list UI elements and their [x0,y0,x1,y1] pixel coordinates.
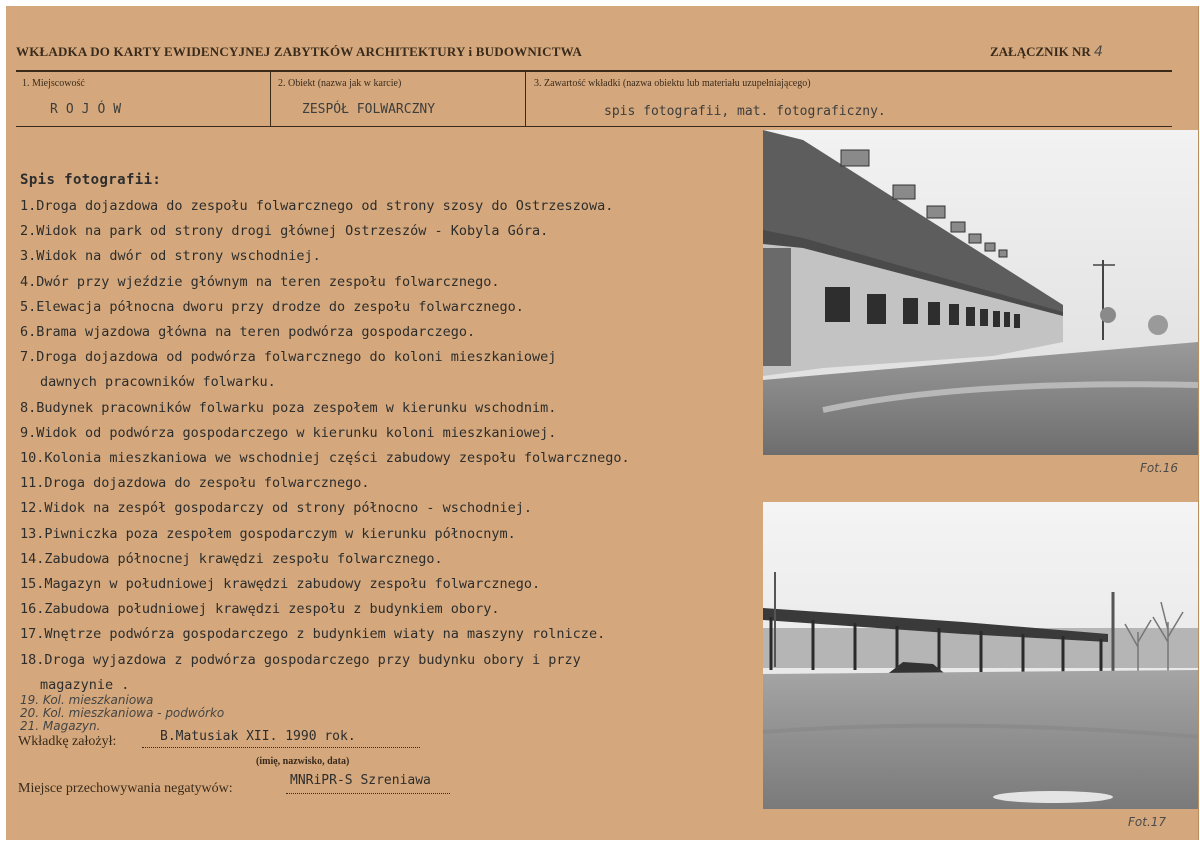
author-label: Wkładkę założył: [18,734,117,749]
attachment-number-handwritten: 4 [1094,44,1103,60]
author-value: B.Matusiak XII. 1990 rok. [160,729,356,744]
photo-list-item: 6.Brama wjazdowa główna na teren podwórza gospodarczego. [20,324,476,341]
handwritten-note: 20. Kol. mieszkaniowa - podwórko [20,706,225,720]
fields-bottom-rule [16,126,1172,127]
storage-dotted-line [286,793,450,794]
author-dotted-line [142,747,420,748]
photo-list-item: 5.Elewacja północna dworu przy drodze do zespołu folwarcznego. [20,298,524,315]
fields-divider-1 [270,72,271,127]
photo-shed-image [763,502,1198,809]
handwritten-notes [20,694,224,733]
photo-list-item: 12.Widok na zespół gospodarczy od strony północno - wschodniej. [20,500,533,517]
photo-shed-caption: Fot.17 [1128,815,1167,829]
photo-list-item: 11.Droga dojazdowa do zespołu folwarcznego. [20,475,370,492]
fields-divider-2 [525,72,526,127]
photo-list-item: 13.Piwniczka poza zespołem gospodarczym w kierunku północnym. [20,525,516,542]
photo-list-item: 10.Kolonia mieszkaniowa we wschodniej części zabudowy zespołu folwarcznego. [20,450,630,467]
photo-list-item: 4.Dwór przy wjeździe głównym na teren zespołu folwarcznego. [20,273,500,290]
author-hint: (imię, nazwisko, data) [256,756,350,767]
photo-barn-image [763,130,1198,455]
photo-list-item: 1.Droga dojazdowa do zespołu folwarcznego od strony szosy do Ostrzeszowa. [20,198,614,214]
photo-list-item: magazynie . [40,676,130,693]
photo-list-item: 18.Droga wyjazdowa z podwórza gospodarczego przy budynku obory i przy [20,651,581,668]
attachment-label: ZAŁĄCZNIK NR [990,44,1091,59]
photo-list-item: 16.Zabudowa południowej krawędzi zespołu z budynkiem obory. [20,601,500,618]
photo-barn-caption: Fot.16 [1140,461,1179,475]
photo-barn [763,130,1198,455]
photo-list-title: Spis fotografii: [20,172,162,188]
storage-value: MNRiPR-S Szreniawa [290,773,431,788]
photo-list-item: 2.Widok na park od strony drogi głównej Ostrzeszów - Kobyla Góra. [20,223,549,240]
photo-list [20,194,780,698]
photo-list-item: dawnych pracowników folwarku. [40,374,276,391]
locality-label: 1. Miejscowość [22,78,85,89]
photo-list-item: 14.Zabudowa północnej krawędzi zespołu folwarcznego. [20,550,443,567]
content-value: spis fotografii, mat. fotograficzny. [604,104,886,119]
storage-label: Miejsce przechowywania negatywów: [18,781,233,796]
form-title: WKŁADKA DO KARTY EWIDENCYJNEJ ZABYTKÓW ARCHITEKTURY i BUDOWNICTWA [16,44,582,59]
object-value: ZESPÓŁ FOLWARCZNY [302,102,436,117]
attachment-number [990,44,1103,60]
content-label: 3. Zawartość wkładki (nazwa obiektu lub materiału uzupełniającego) [534,78,811,89]
photo-list-item: 8.Budynek pracowników folwarku poza zespołem w kierunku wschodnim. [20,399,557,416]
photo-list-item: 3.Widok na dwór od strony wschodniej. [20,248,321,265]
photo-list-item: 9.Widok od podwórza gospodarczego w kierunku koloni mieszkaniowej. [20,424,557,441]
photo-shed [763,502,1198,809]
photo-list-item: 7.Droga dojazdowa od podwórza folwarcznego do koloni mieszkaniowej [20,349,557,366]
handwritten-note: 19. Kol. mieszkaniowa [20,693,154,707]
header-rule [16,70,1172,72]
photo-list-item: 15.Magazyn w południowej krawędzi zabudowy zespołu folwarcznego. [20,576,541,593]
photo-list-item: 17.Wnętrze podwórza gospodarczego z budynkiem wiaty na maszyny rolnicze. [20,626,606,643]
object-label: 2. Obiekt (nazwa jak w karcie) [278,78,402,89]
locality-value: ROJÓW [50,102,130,117]
handwritten-note: 21. Magazyn. [20,719,101,733]
